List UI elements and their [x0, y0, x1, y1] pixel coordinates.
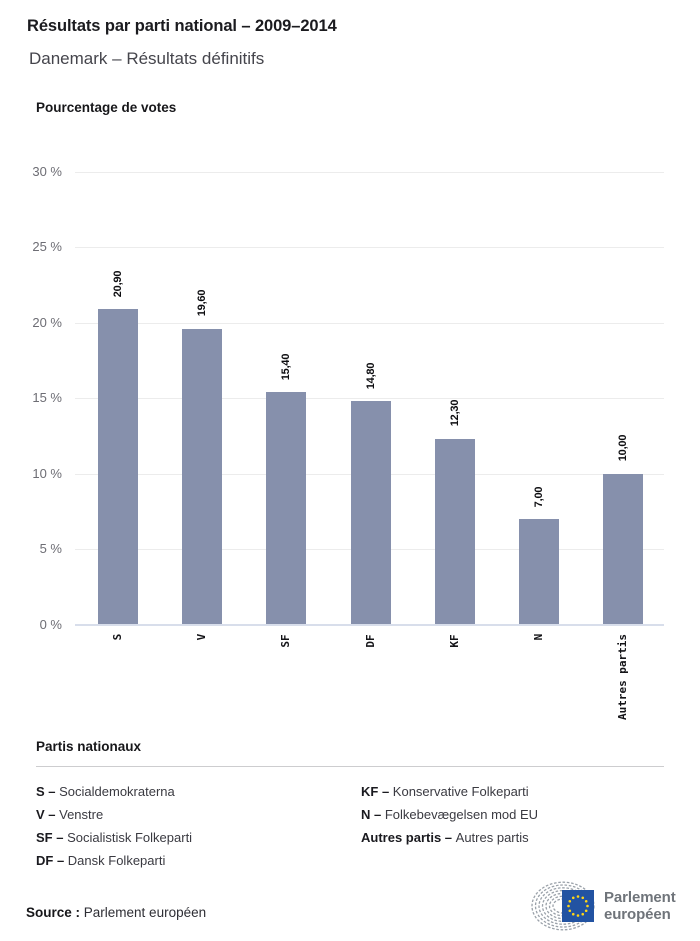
- legend-heading: Partis nationaux: [36, 739, 142, 754]
- xtick-label: DF: [363, 633, 377, 648]
- legend-item-name: Socialdemokraterna: [59, 784, 175, 799]
- legend-item: [361, 780, 538, 803]
- gridline: [75, 247, 664, 248]
- legend-item-name: Konservative Folkeparti: [392, 784, 529, 799]
- legend-divider: [36, 766, 664, 767]
- ytick-label: 30 %: [32, 164, 62, 179]
- legend-item-abbr: Autres partis –: [361, 830, 456, 845]
- legend-item: [36, 803, 192, 826]
- gridline: [75, 172, 664, 173]
- bar-value-label: 12,30: [448, 400, 461, 427]
- page-title: Résultats par parti national – 2009–2014: [27, 17, 337, 35]
- ytick-label: 15 %: [32, 390, 62, 406]
- xtick-label: S: [111, 633, 125, 641]
- legend-item-abbr: S –: [36, 784, 60, 799]
- legend-item: [361, 803, 538, 826]
- ytick-label: 5 %: [39, 541, 62, 557]
- bar-value-label: 20,90: [112, 270, 125, 298]
- legend-item: [361, 826, 538, 849]
- legend-item-abbr: V –: [36, 807, 60, 822]
- ytick-label: 25 %: [32, 239, 62, 255]
- european-parliament-logo: [531, 878, 676, 934]
- ytick-label: 20 %: [32, 314, 62, 330]
- xtick-label: V: [195, 633, 209, 641]
- page-subtitle: Danemark – Résultats définitifs: [29, 49, 265, 68]
- legend-item-abbr: N –: [361, 807, 385, 822]
- ep-hemicycle-icon: [531, 878, 597, 934]
- bar-value-label: 19,60: [196, 290, 209, 317]
- legend-item: [36, 849, 192, 872]
- bar-value-label: 14,80: [364, 362, 377, 390]
- legend-item: [36, 826, 192, 849]
- legend-item-name: Socialistisk Folkeparti: [67, 830, 193, 845]
- xtick-label: KF: [447, 633, 461, 648]
- legend-column-1: [36, 780, 192, 872]
- xtick-label: SF: [279, 633, 293, 648]
- ep-logo-line1: Parlement: [604, 889, 676, 906]
- legend-item-abbr: KF –: [361, 784, 393, 799]
- source-value: Parlement européen: [83, 905, 207, 920]
- source-note: [26, 905, 206, 920]
- ytick-label: 10 %: [32, 465, 62, 481]
- legend-item-name: Venstre: [59, 807, 104, 822]
- legend-item: [36, 780, 192, 803]
- legend-item-name: Folkebevægelsen mod EU: [384, 807, 539, 822]
- xtick-label: Autres partis: [615, 633, 629, 720]
- ep-logo-line2: européen: [604, 906, 671, 923]
- source-label: Source :: [26, 905, 81, 920]
- ytick-label: 0 %: [39, 616, 62, 632]
- legend-item-name: Dansk Folkeparti: [67, 853, 166, 868]
- chart-title: Pourcentage de votes: [36, 100, 177, 115]
- legend-column-2: [361, 780, 538, 849]
- ep-logo-text: [604, 878, 676, 923]
- bar-value-label: 15,40: [280, 353, 293, 380]
- legend-item-abbr: SF –: [36, 830, 68, 845]
- eu-flag: [562, 890, 594, 922]
- xtick-label: N: [531, 633, 545, 641]
- legend-item-name: Autres partis: [455, 830, 529, 845]
- bar-value-label: 10,00: [616, 434, 629, 462]
- legend-item-abbr: DF –: [36, 853, 68, 868]
- bar-value-label: 7,00: [532, 486, 545, 507]
